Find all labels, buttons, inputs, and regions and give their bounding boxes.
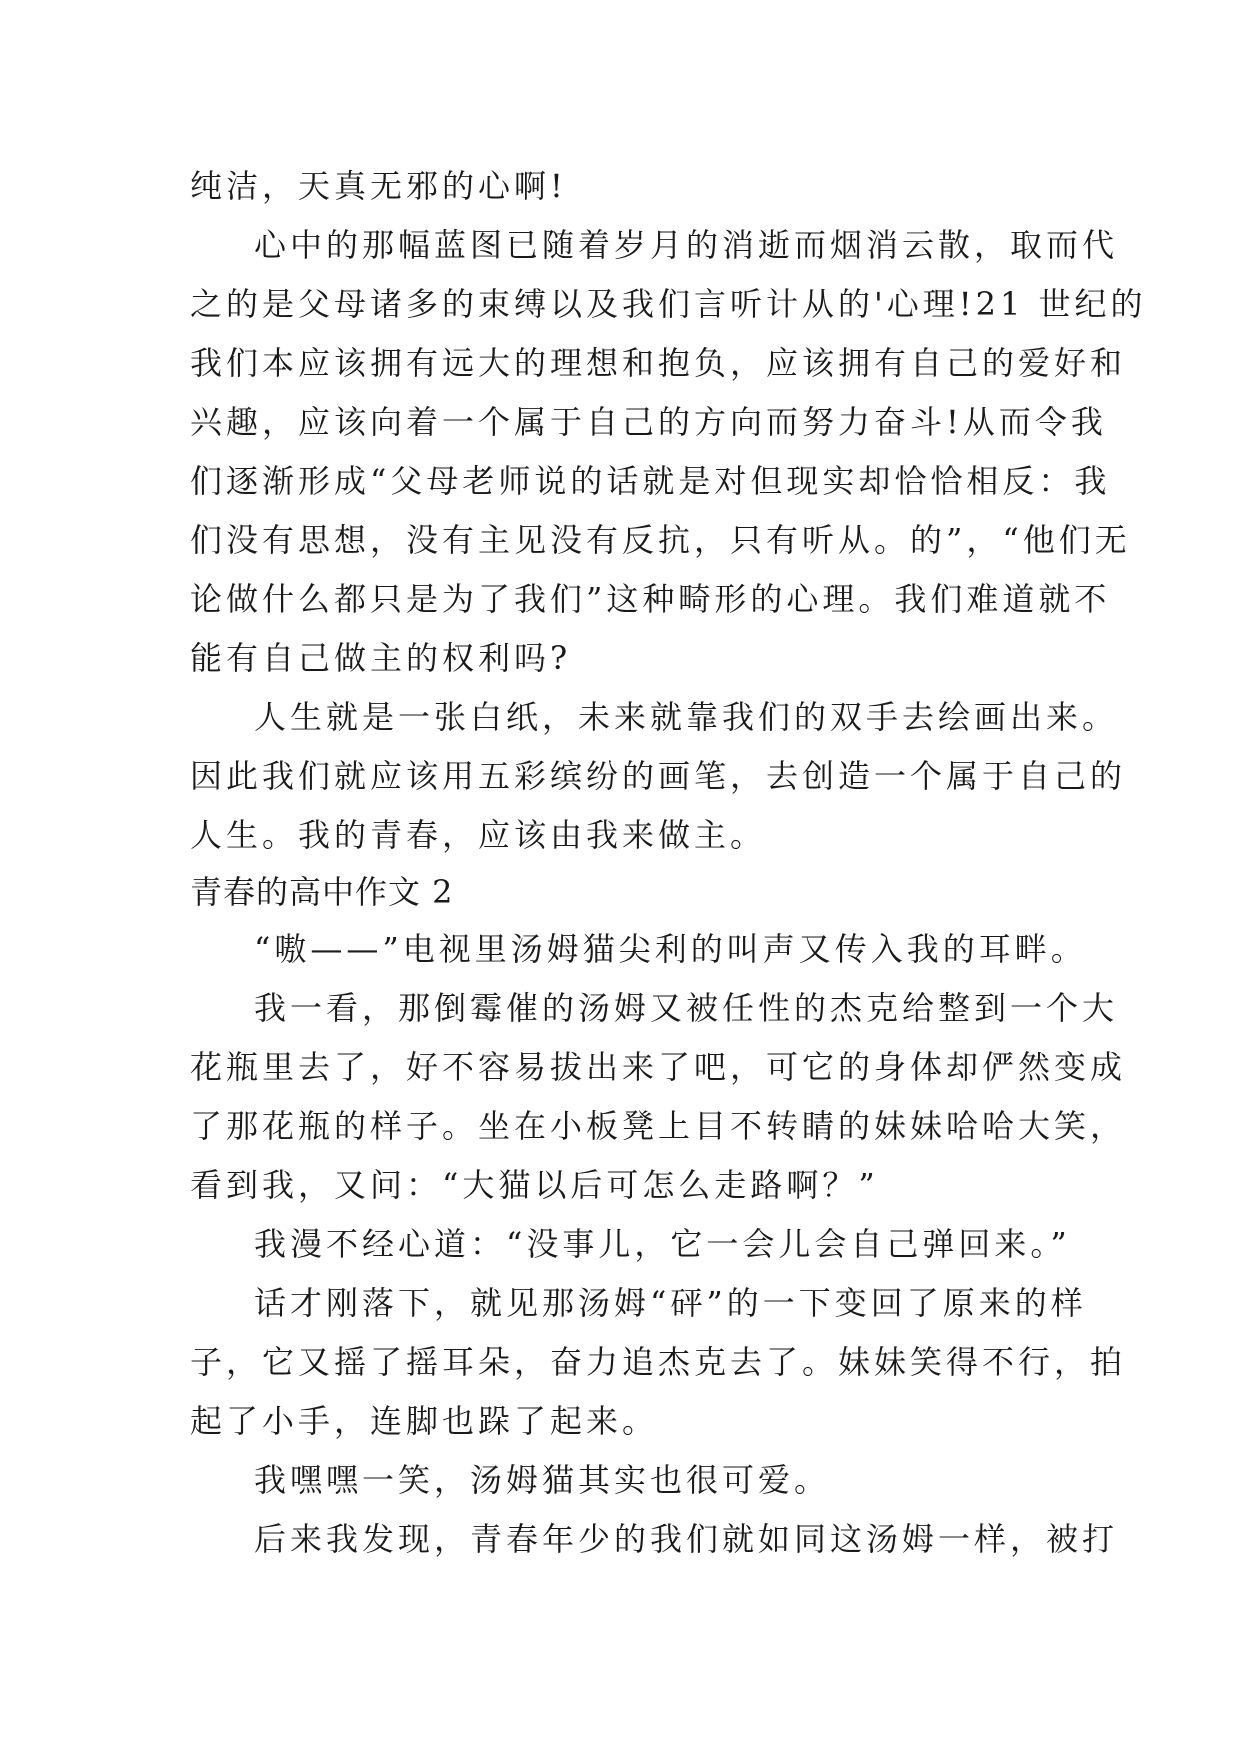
text-line: 了那花瓶的样子。坐在小板凳上目不转睛的妹妹哈哈大笑， — [190, 1107, 1127, 1145]
text-line: 们逐渐形成“父母老师说的话就是对但现实却恰恰相反：我 — [190, 462, 1111, 500]
text-line: 因此我们就应该用五彩缤纷的画笔，去创造一个属于自己的 — [190, 757, 1127, 795]
text-line: 人生。我的青春，应该由我来做主。 — [190, 816, 767, 854]
text-line: 起了小手，连脚也跺了起来。 — [190, 1402, 659, 1440]
text-line: 之的是父母诸多的束缚以及我们言听计从的'心理!21 世纪的 — [190, 285, 1147, 323]
text-line: 看到我，又问：“大猫以后可怎么走路啊？” — [190, 1166, 879, 1204]
text-line: 论做什么都只是为了我们”这种畸形的心理。我们难道就不 — [190, 580, 1111, 618]
text-line: 花瓶里去了，好不容易拔出来了吧，可它的身体却俨然变成 — [190, 1048, 1127, 1086]
paragraph-start-line: 我一看，那倒霉催的汤姆又被任性的杰克给整到一个大 — [254, 989, 1119, 1027]
text-line: 纯洁，天真无邪的心啊! — [190, 167, 567, 205]
text-line: 兴趣，应该向着一个属于自己的方向而努力奋斗!从而令我 — [190, 403, 1107, 441]
paragraph-start-line: 后来我发现，青春年少的我们就如同这汤姆一样，被打 — [254, 1520, 1119, 1558]
text-line: 们没有思想，没有主见没有反抗，只有听从。的”，“他们无 — [190, 521, 1131, 559]
text-line: 子，它又摇了摇耳朵，奋力追杰克去了。妹妹笑得不行，拍 — [190, 1343, 1127, 1381]
paragraph-start-line: 我嘿嘿一笑，汤姆猫其实也很可爱。 — [254, 1461, 831, 1499]
paragraph-start-line: 人生就是一张白纸，未来就靠我们的双手去绘画出来。 — [254, 698, 1119, 736]
text-line: 我们本应该拥有远大的理想和抱负，应该拥有自己的爱好和 — [190, 344, 1127, 382]
text-line: 能有自己做主的权利吗? — [190, 639, 572, 677]
paragraph-start-line: 我漫不经心道：“没事儿，它一会儿会自己弹回来。” — [254, 1225, 1071, 1263]
section-heading: 青春的高中作文 2 — [190, 873, 454, 911]
paragraph-start-line: 话才刚落下，就见那汤姆“砰”的一下变回了原来的样 — [254, 1284, 1087, 1322]
paragraph-start-line: “嗷——”电视里汤姆猫尖利的叫声又传入我的耳畔。 — [254, 930, 1087, 968]
paragraph-start-line: 心中的那幅蓝图已随着岁月的消逝而烟消云散，取而代 — [254, 226, 1119, 264]
